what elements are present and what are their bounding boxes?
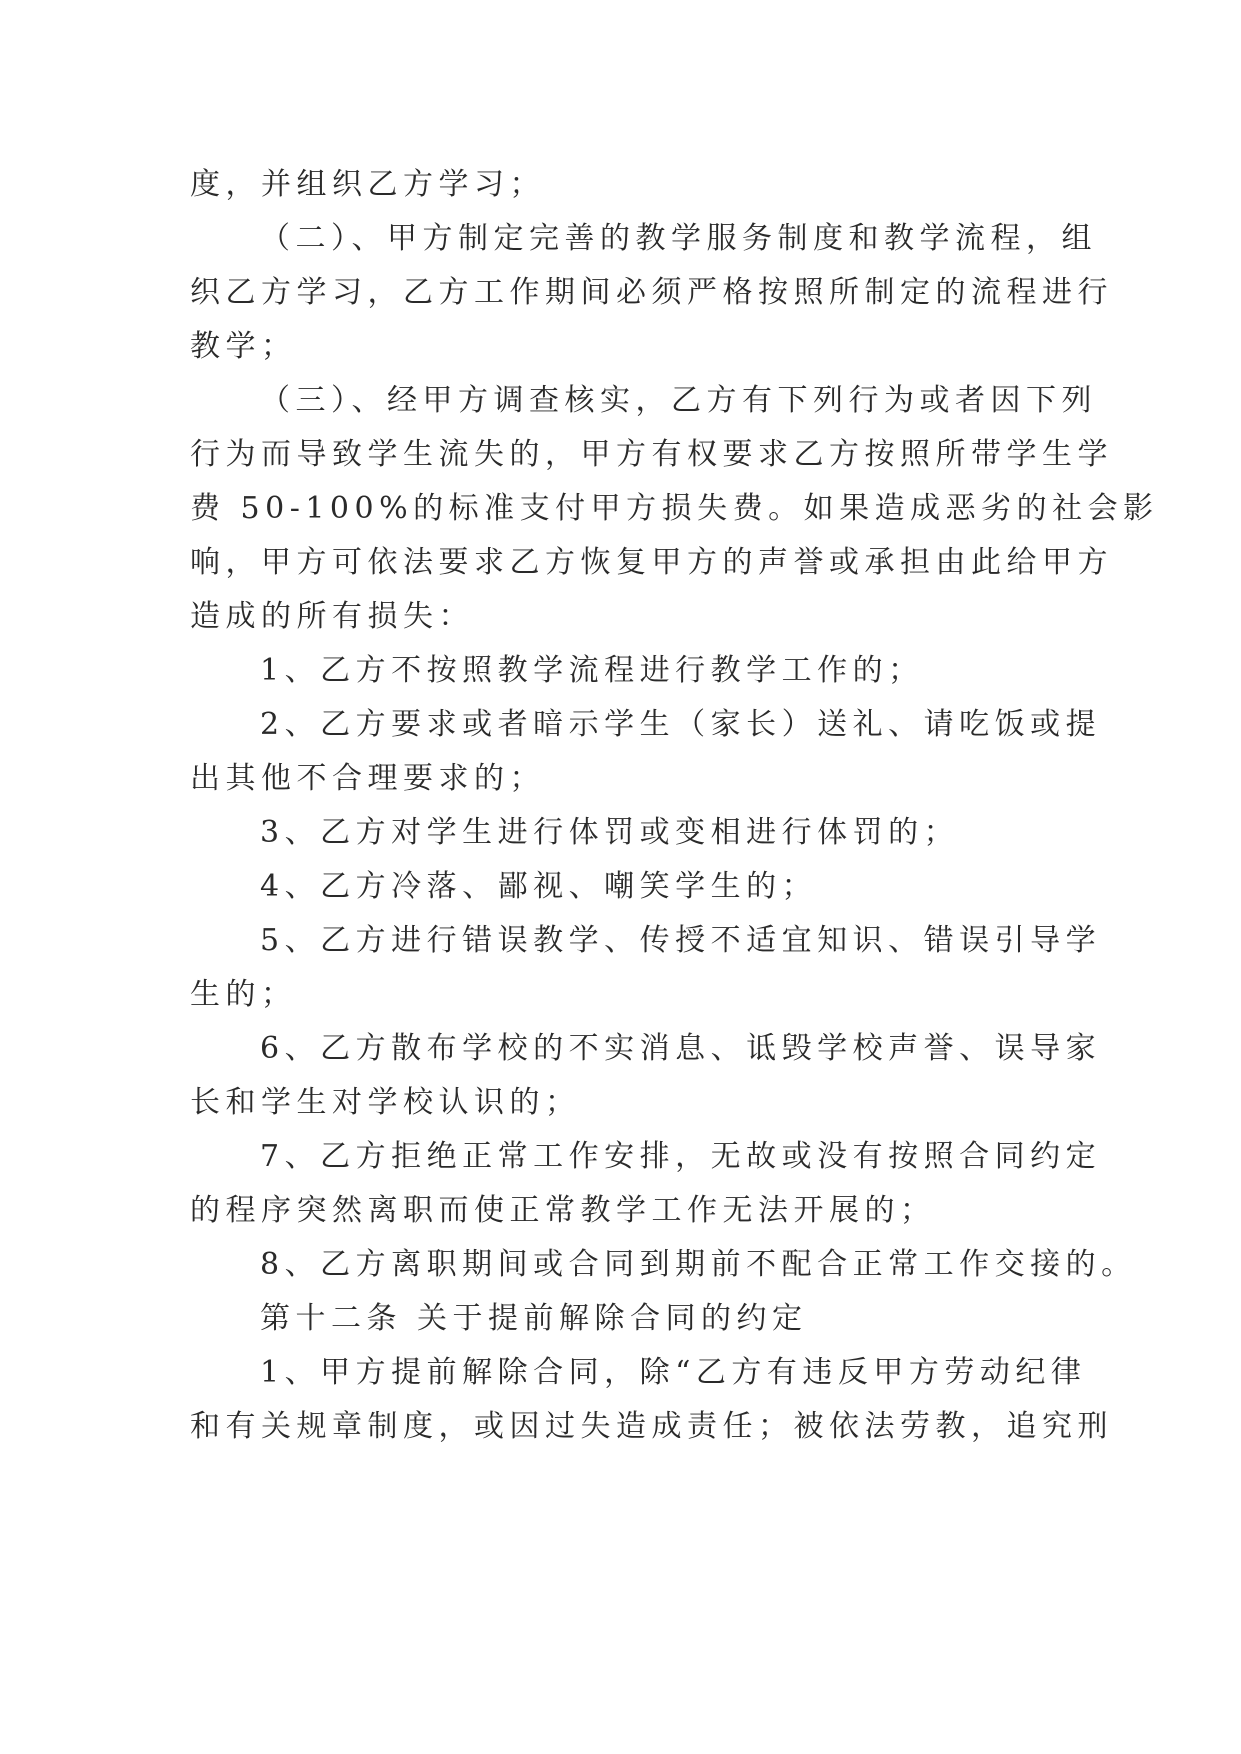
text-line: 的程序突然离职而使正常教学工作无法开展的； bbox=[190, 1193, 936, 1228]
text-line: （二）、甲方制定完善的教学服务制度和教学流程，组 bbox=[260, 221, 1097, 256]
text-line: 行为而导致学生流失的，甲方有权要求乙方按照所带学生学 bbox=[190, 437, 1113, 472]
text-line: 5、乙方进行错误教学、传授不适宜知识、错误引导学 bbox=[260, 923, 1102, 958]
text-line: 费 50-100%的标准支付甲方损失费。如果造成恶劣的社会影 bbox=[190, 491, 1159, 526]
text-line: 响，甲方可依法要求乙方恢复甲方的声誉或承担由此给甲方 bbox=[190, 545, 1113, 580]
text-line: 教学； bbox=[190, 329, 297, 364]
text-line: 6、乙方散布学校的不实消息、诋毁学校声誉、误导家 bbox=[260, 1031, 1102, 1066]
text-line: 3、乙方对学生进行体罚或变相进行体罚的； bbox=[260, 815, 960, 850]
text-line: 长和学生对学校认识的； bbox=[190, 1085, 581, 1120]
text-line: 1、乙方不按照教学流程进行教学工作的； bbox=[260, 653, 924, 688]
text-line: 4、乙方冷落、鄙视、嘲笑学生的； bbox=[260, 869, 818, 904]
text-line: 织乙方学习，乙方工作期间必须严格按照所制定的流程进行 bbox=[190, 275, 1113, 310]
text-line: 生的； bbox=[190, 977, 297, 1012]
text-line: 7、乙方拒绝正常工作安排，无故或没有按照合同约定 bbox=[260, 1139, 1102, 1174]
text-line: 出其他不合理要求的； bbox=[190, 761, 545, 796]
text-line: 2、乙方要求或者暗示学生（家长）送礼、请吃饭或提 bbox=[260, 707, 1102, 742]
text-line: （三）、经甲方调查核实，乙方有下列行为或者因下列 bbox=[260, 383, 1097, 418]
section-heading: 第十二条 关于提前解除合同的约定 bbox=[260, 1301, 808, 1336]
text-line: 造成的所有损失： bbox=[190, 599, 474, 634]
text-line: 1、甲方提前解除合同，除“乙方有违反甲方劳动纪律 bbox=[260, 1355, 1087, 1390]
text-line: 度，并组织乙方学习； bbox=[190, 167, 545, 202]
text-line: 8、乙方离职期间或合同到期前不配合正常工作交接的。 bbox=[260, 1247, 1137, 1282]
text-line: 和有关规章制度，或因过失造成责任；被依法劳教，追究刑 bbox=[190, 1409, 1113, 1444]
